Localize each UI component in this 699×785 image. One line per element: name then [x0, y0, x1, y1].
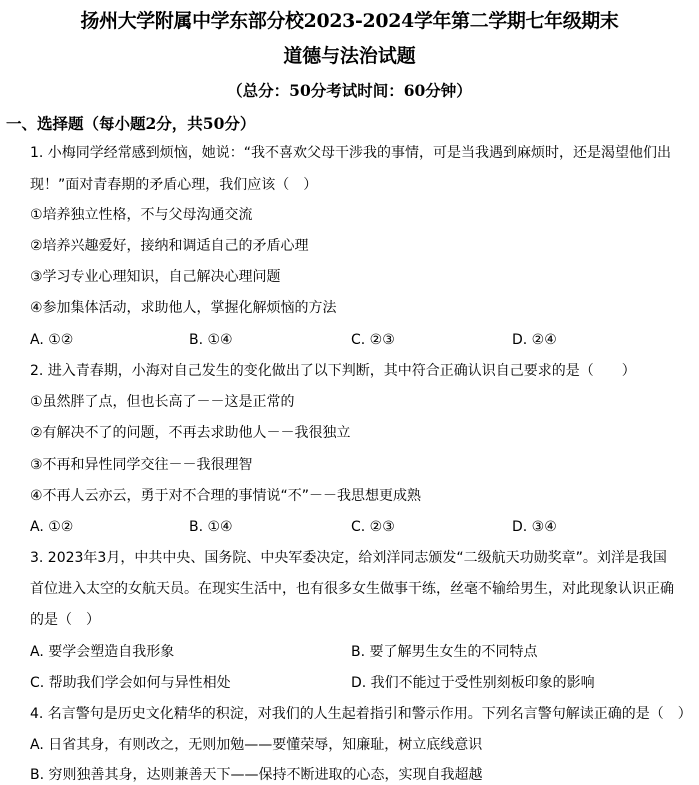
question-4-stem-line1: 4. 名言警句是历史文化精华的积淀，对我们的人生起着指引和警示作用。下列名言警句解读正确的是（ ）	[30, 706, 692, 722]
question-2-statement-4: ④不再人云亦云，勇于对不合理的事情说“不”－－我思想更成熟	[30, 488, 422, 504]
question-2-option-c: C. ②③	[351, 519, 395, 535]
question-2-statement-3: ③不再和异性同学交往－－我很理智	[30, 457, 253, 473]
exam-title-line1: 扬州大学附属中学东部分校2023-2024学年第二学期七年级期末	[80, 10, 619, 32]
question-3-stem-line3: 的是（ ）	[30, 612, 100, 628]
question-3-option-b: B. 要了解男生女生的不同特点	[351, 644, 538, 660]
question-1-stem-line1: 1. 小梅同学经常感到烦恼，她说：“我不喜欢父母干涉我的事情，可是当我遇到麻烦时，还是渴望他们出	[30, 145, 672, 161]
question-2-option-a: A. ①②	[30, 519, 74, 535]
question-4-option-a: A. 日省其身，有则改之，无则加勉——要懂荣辱，知廉耻，树立底线意识	[30, 737, 483, 753]
exam-info: （总分：50分考试时间：60分钟）	[227, 81, 472, 100]
question-1-option-a: A. ①②	[30, 332, 74, 348]
question-1-option-c: C. ②③	[351, 332, 395, 348]
question-4-option-b: B. 穷则独善其身，达则兼善天下——保持不断进取的心态，实现自我超越	[30, 767, 483, 783]
question-3-stem-line2: 首位进入太空的女航天员。在现实生活中，也有很多女生做事干练，丝毫不输给男生，对此现象认识正确	[30, 581, 674, 597]
question-1-statement-4: ④参加集体活动，求助他人，掌握化解烦恼的方法	[30, 300, 337, 316]
question-2-option-b: B. ①④	[189, 519, 233, 535]
question-1-option-d: D. ②④	[512, 332, 557, 348]
question-3-option-d: D. 我们不能过于受性别刻板印象的影响	[351, 675, 595, 691]
question-1-option-b: B. ①④	[189, 332, 233, 348]
question-3-stem-line1: 3. 2023年3月，中共中央、国务院、中央军委决定，给刘洋同志颁发“二级航天功勋奖章”。刘洋是我国	[30, 550, 667, 566]
question-2-option-d: D. ③④	[512, 519, 557, 535]
section-heading: 一、选择题（每小题2分，共50分）	[6, 114, 256, 133]
question-3-option-c: C. 帮助我们学会如何与异性相处	[30, 675, 231, 691]
question-2-stem-line1: 2. 进入青春期，小海对自己发生的变化做出了以下判断，其中符合正确认识自己要求的是（ ）	[30, 363, 636, 379]
question-2-statement-1: ①虽然胖了点，但也长高了－－这是正常的	[30, 394, 295, 410]
question-3-option-a: A. 要学会塑造自我形象	[30, 644, 175, 660]
question-1-statement-2: ②培养兴趣爱好，接纳和调适自己的矛盾心理	[30, 238, 309, 254]
question-1-statement-1: ①培养独立性格，不与父母沟通交流	[30, 207, 253, 223]
question-2-statement-2: ②有解决不了的问题，不再去求助他人－－我很独立	[30, 425, 351, 441]
exam-title-line2: 道德与法治试题	[283, 45, 416, 67]
question-1-statement-3: ③学习专业心理知识，自己解决心理问题	[30, 269, 281, 285]
question-1-stem-line2: 现！”面对青春期的矛盾心理，我们应该（ ）	[30, 177, 318, 193]
